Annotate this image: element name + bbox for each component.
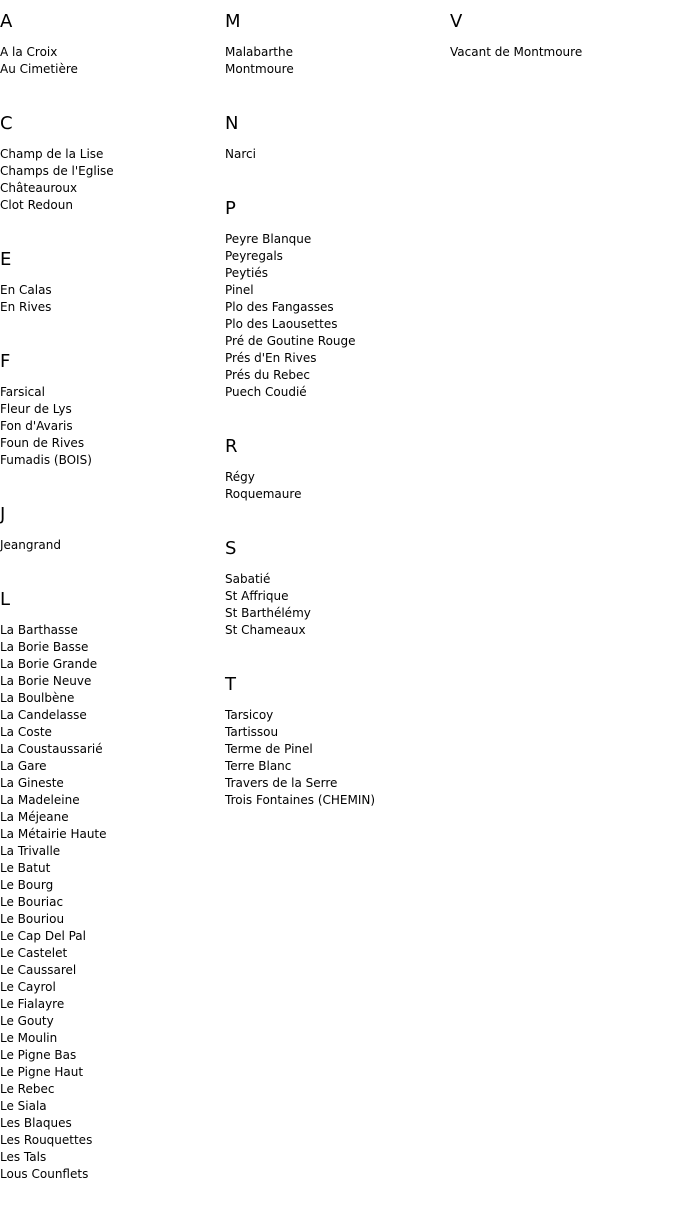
letter-group (0, 0, 224, 102)
place-name: Le Cayrol (0, 980, 56, 994)
place-name: La Madeleine (0, 793, 80, 807)
place-name: Clot Redoun (0, 198, 73, 212)
place-name: Les Blaques (0, 1116, 72, 1130)
place-name: Plo des Laousettes (225, 317, 338, 331)
place-name: La Gineste (0, 776, 64, 790)
place-name: Le Gouty (0, 1014, 54, 1028)
letter-group (0, 340, 224, 493)
place-list (225, 33, 449, 102)
place-list (225, 458, 449, 527)
place-name: Jeangrand (0, 538, 62, 552)
letter-heading: V (450, 11, 463, 32)
place-name: Puech Coudié (225, 385, 307, 399)
place-name: Vacant de Montmoure (450, 45, 583, 59)
place-name: Pré de Goutine Rouge (225, 334, 356, 348)
place-name: Pinel (225, 283, 254, 297)
letter-heading: L (0, 589, 11, 610)
place-name: Le Batut (0, 861, 51, 875)
place-name: Peyregals (225, 249, 283, 263)
place-list (0, 611, 224, 1207)
place-name: Tarsicoy (225, 708, 274, 722)
place-name: Travers de la Serre (225, 776, 338, 790)
place-list (0, 33, 224, 102)
place-name: Le Rebec (0, 1082, 55, 1096)
letter-heading: M (225, 11, 241, 32)
place-list (225, 560, 449, 663)
letter-group (0, 493, 224, 578)
place-list (0, 373, 224, 493)
index-column-2 (225, 0, 449, 833)
letter-heading: T (225, 674, 236, 695)
letter-heading: E (0, 249, 12, 270)
place-name: La Boulbène (0, 691, 75, 705)
place-name: La Borie Grande (0, 657, 98, 671)
place-name: Prés du Rebec (225, 368, 310, 382)
place-name: Roquemaure (225, 487, 302, 501)
place-name: La Trivalle (0, 844, 61, 858)
place-name: Sabatié (225, 572, 271, 586)
place-name: Champ de la Lise (0, 147, 104, 161)
place-name: St Affrique (225, 589, 289, 603)
place-name: La Coustaussarié (0, 742, 103, 756)
place-name: A la Croix (0, 45, 58, 59)
place-name: Le Bourg (0, 878, 54, 892)
letter-group (225, 663, 449, 833)
letter-group (225, 102, 449, 187)
place-name: Au Cimetière (0, 62, 78, 76)
place-name: Prés d'En Rives (225, 351, 317, 365)
place-name: La Candelasse (0, 708, 87, 722)
place-name: Foun de Rives (0, 436, 85, 450)
place-list (225, 135, 449, 187)
place-name: Le Bouriac (0, 895, 64, 909)
place-name: La Méjeane (0, 810, 69, 824)
place-name: La Borie Neuve (0, 674, 92, 688)
place-name: En Calas (0, 283, 52, 297)
place-name: Le Moulin (0, 1031, 58, 1045)
place-name: Tartissou (225, 725, 279, 739)
place-name: Le Cap Del Pal (0, 929, 86, 943)
place-list (450, 33, 674, 85)
place-name: Les Tals (0, 1150, 47, 1164)
place-name: Narci (225, 147, 256, 161)
place-name: St Chameaux (225, 623, 306, 637)
place-name: Fumadis (BOIS) (0, 453, 92, 467)
place-name: Plo des Fangasses (225, 300, 334, 314)
letter-heading: S (225, 538, 237, 559)
place-name: Les Rouquettes (0, 1133, 93, 1147)
place-name: Terme de Pinel (225, 742, 313, 756)
letter-heading: C (0, 113, 13, 134)
place-list (0, 271, 224, 340)
place-name: La Métairie Haute (0, 827, 107, 841)
letter-heading: A (0, 11, 13, 32)
letter-group (225, 187, 449, 425)
place-name: Farsical (0, 385, 45, 399)
place-name: Le Siala (0, 1099, 47, 1113)
letter-heading: P (225, 198, 236, 219)
index-column-3 (450, 0, 674, 85)
place-name: Peyre Blanque (225, 232, 312, 246)
place-name: Régy (225, 470, 255, 484)
place-name: Le Pigne Haut (0, 1065, 84, 1079)
place-name: La Coste (0, 725, 52, 739)
letter-group (0, 578, 224, 1207)
place-name: Fleur de Lys (0, 402, 72, 416)
place-name: Fon d'Avaris (0, 419, 73, 433)
letter-group (225, 425, 449, 527)
letter-group (0, 238, 224, 340)
letter-heading: J (0, 504, 6, 525)
place-name: Le Castelet (0, 946, 68, 960)
place-name: Le Caussarel (0, 963, 77, 977)
place-name: Lous Counflets (0, 1167, 89, 1181)
place-name: Châteauroux (0, 181, 78, 195)
place-name: La Barthasse (0, 623, 78, 637)
letter-group (225, 0, 449, 102)
place-name: La Borie Basse (0, 640, 89, 654)
place-name: Peytiés (225, 266, 268, 280)
letter-group (225, 527, 449, 663)
place-name: Terre Blanc (225, 759, 292, 773)
place-name: Champs de l'Eglise (0, 164, 114, 178)
place-list (225, 220, 449, 425)
place-name: Le Pigne Bas (0, 1048, 77, 1062)
place-list (0, 135, 224, 238)
place-list (225, 696, 449, 833)
letter-heading: R (225, 436, 238, 457)
letter-heading: F (0, 351, 11, 372)
place-name: Le Bouriou (0, 912, 65, 926)
place-name: St Barthélémy (225, 606, 311, 620)
place-name: La Gare (0, 759, 47, 773)
place-name: Malabarthe (225, 45, 293, 59)
place-name: En Rives (0, 300, 52, 314)
place-list (0, 526, 224, 578)
index-column-1 (0, 0, 224, 1207)
place-name: Le Fialayre (0, 997, 65, 1011)
letter-group (0, 102, 224, 238)
place-name: Montmoure (225, 62, 294, 76)
letter-group (450, 0, 674, 85)
place-name: Trois Fontaines (CHEMIN) (225, 793, 376, 807)
letter-heading: N (225, 113, 239, 134)
